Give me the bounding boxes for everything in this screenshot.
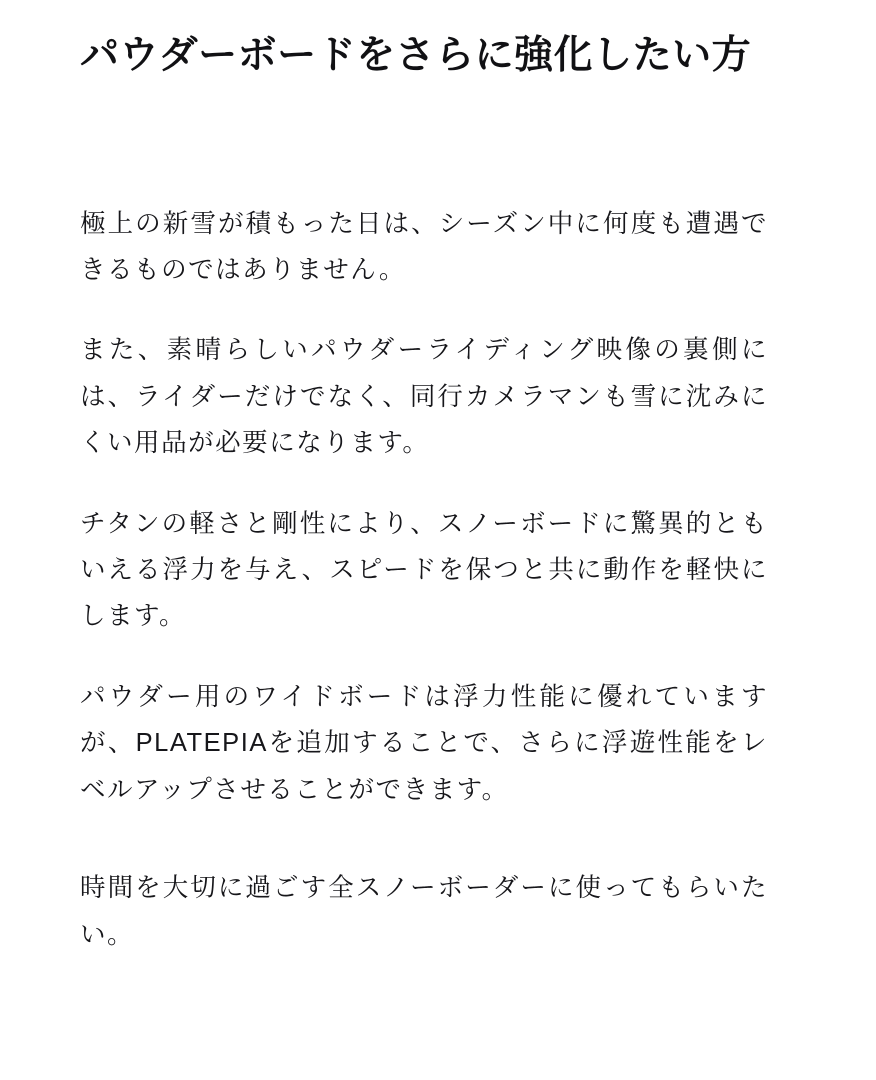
document-body bbox=[80, 201, 768, 958]
paragraph-2: また、素晴らしいパウダーライディング映像の裏側には、ライダーだけでなく、同行カメラマンも雪に沈みにくい用品が必要になります。 bbox=[80, 336, 768, 458]
paragraph-4: パウダー用のワイドボードは浮力性能に優れていますが、PLATEPIAを追加することで、さらに浮遊性能をレベルアップさせることができます。 bbox=[80, 682, 768, 804]
paragraph-3: チタンの軽さと剛性により、スノーボードに驚異的ともいえる浮力を与え、スピードを保つと共に動作を軽快にします。 bbox=[80, 509, 768, 631]
page-title: パウダーボードをさらに強化したい方 bbox=[80, 34, 752, 77]
paragraph-1: 極上の新雪が積もった日は、シーズン中に何度も遭遇できるものではありません。 bbox=[80, 209, 768, 285]
paragraph-5: 時間を大切に過ごす全スノーボーダーに使ってもらいたい。 bbox=[80, 874, 768, 949]
